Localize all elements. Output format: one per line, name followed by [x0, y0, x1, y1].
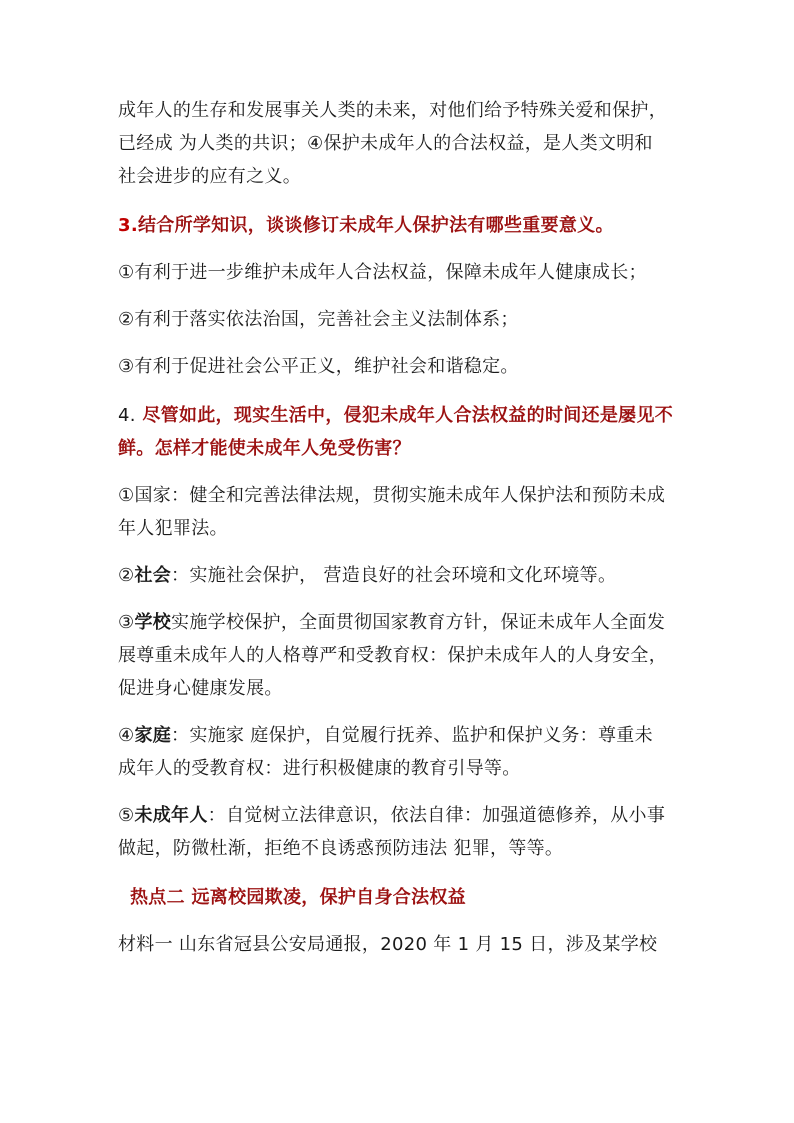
q4-item-3-label: 学校 [134, 612, 172, 633]
q4-item-1-text-1: ：健全和完善法律法规，贯彻实施未成年人保护法和预防未成 [171, 485, 666, 506]
question-4-title-1: 尽管如此，现实生活中，侵犯未成年人合法权益的时间还是屡见不 [142, 405, 674, 426]
q4-item-2-line-1 [118, 559, 698, 592]
document-page [118, 94, 698, 961]
q4-item-5-text-1: ：自觉树立法律意识，依法自律：加强道德修养，从小事 [207, 805, 666, 826]
q4-item-2-label: 社会 [134, 565, 172, 586]
material-1-text: 材料一 山东省冠县公安局通报，2020 年 1 月 15 日，涉及某学校 [118, 934, 658, 955]
q4-item-5-line-1 [118, 799, 698, 832]
q4-item-2-mark: ② [118, 565, 135, 586]
q4-item-4-label: 家庭 [134, 725, 172, 746]
q4-item-3-text-1: 实施学校保护，全面贯彻国家教育方针，保证未成年人全面发 [171, 612, 666, 633]
q3-item-3: ③有利于促进社会公平正义，维护社会和谐稳定。 [118, 356, 519, 377]
q4-item-3-mark: ③ [118, 612, 135, 633]
q4-item-3-line-3: 促进身心健康发展。 [118, 678, 283, 699]
q4-item-4-text-1: ：实施家 庭保护，自觉履行抚养、监护和保护义务：尊重未 [171, 725, 653, 746]
question-3-title: 结合所学知识，谈谈修订未成年人保护法有哪些重要意义。 [137, 215, 614, 236]
q4-item-1-mark: ① [118, 485, 135, 506]
q4-item-4-mark: ④ [118, 725, 135, 746]
q4-item-1-label: 国家 [134, 485, 172, 506]
q4-item-4-line-1 [118, 719, 698, 752]
question-3-heading [118, 209, 698, 242]
q4-item-2-text-1: ：实施社会保护， 营造良好的社会环境和文化环境等。 [171, 565, 617, 586]
q4-item-5-line-2: 做起，防微杜渐，拒绝不良诱惑预防违法 犯罪，等等。 [118, 838, 564, 859]
question-4-heading-line-1 [118, 399, 698, 432]
q3-item-1: ①有利于进一步维护未成年人合法权益，保障未成年人健康成长； [118, 262, 647, 283]
q4-item-1-line-1 [118, 479, 698, 512]
q4-item-3-line-2: 展尊重未成年人的人格尊严和受教育权：保护未成年人的人身安全， [118, 645, 667, 666]
question-3-number: 3. [118, 215, 138, 236]
question-4-heading-line-2: 鲜。怎样才能使未成年人免受伤害？ [118, 438, 411, 459]
intro-line-2: 已经成 为人类的共识；④保护未成年人的合法权益，是人类文明和 [118, 133, 653, 154]
hotspot-2-heading: 热点二 远离校园欺凌，保护自身合法权益 [130, 887, 466, 908]
q4-item-1-line-2: 年人犯罪法。 [118, 518, 228, 539]
q4-item-5-label: 未成年人 [134, 805, 208, 826]
q4-item-5-mark: ⑤ [118, 805, 135, 826]
q4-item-3-line-1 [118, 606, 698, 639]
q3-item-2: ②有利于落实依法治国，完善社会主义法制体系； [118, 309, 519, 330]
question-4-number: 4. [118, 405, 136, 426]
q4-item-4-line-2: 成年人的受教育权：进行积极健康的教育引导等。 [118, 758, 521, 779]
intro-line-1: 成年人的生存和发展事关人类的未来，对他们给予特殊关爱和保护， [118, 100, 667, 121]
intro-line-3: 社会进步的应有之义。 [118, 166, 301, 187]
